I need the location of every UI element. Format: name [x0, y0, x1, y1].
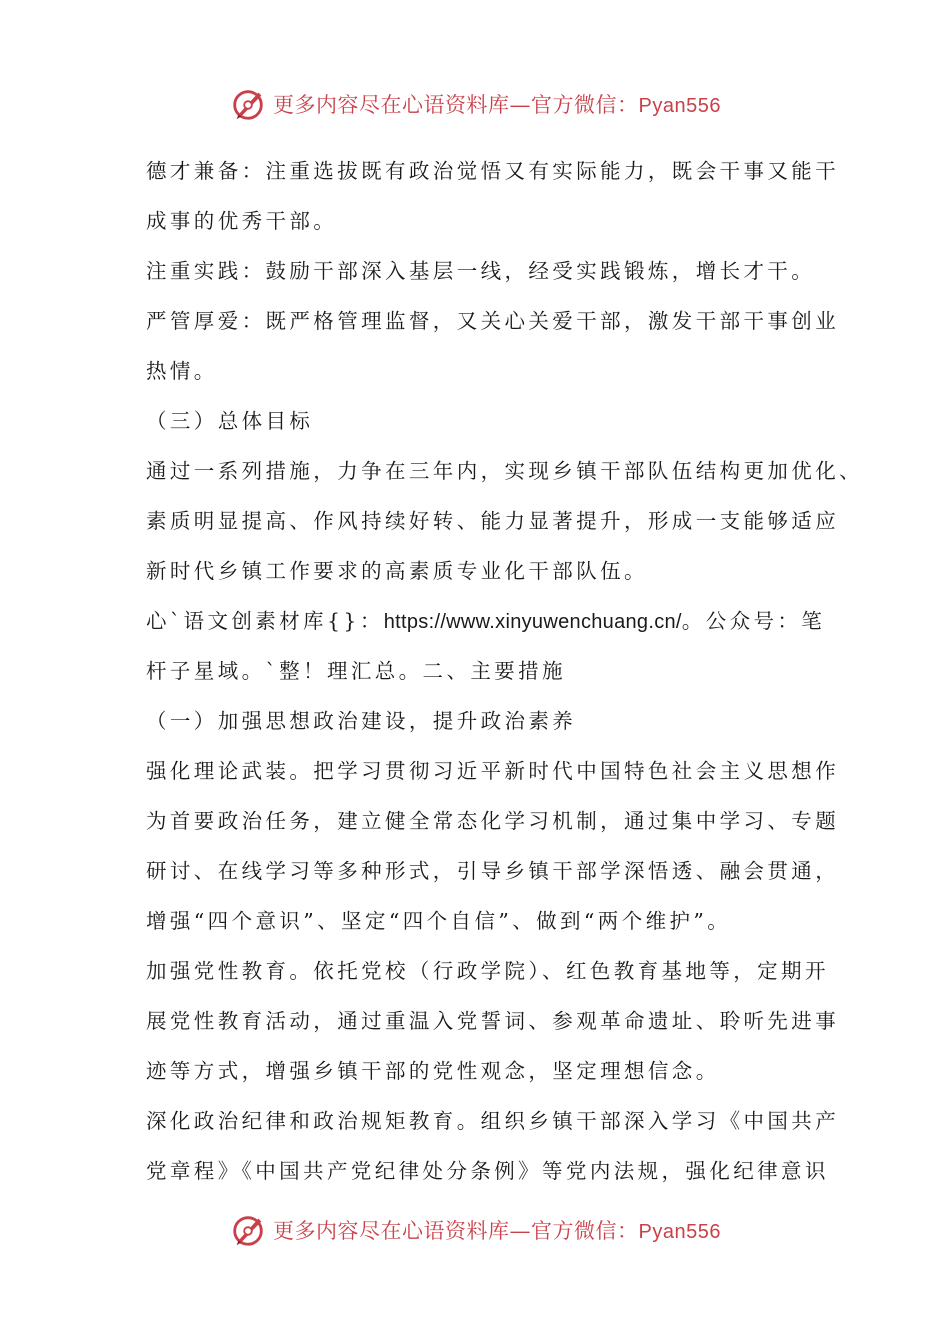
footer-banner-text	[273, 1215, 721, 1245]
footer-banner-label: 更多内容尽在心语资料库—官方微信：	[273, 1219, 639, 1243]
paragraph-line: 强化理论武装。把学习贯彻习近平新时代中国特色社会主义思想作	[146, 759, 840, 783]
paragraph-line: 杆子星域。`整！理汇总。二、主要措施	[146, 659, 566, 683]
paragraph-line: 注重实践：鼓励干部深入基层一线，经受实践锻炼，增长才干。	[146, 259, 816, 283]
paragraph-line: 为首要政治任务，建立健全常态化学习机制，通过集中学习、专题	[146, 809, 840, 833]
header-banner-text	[273, 89, 721, 119]
paragraph-line: 研讨、在线学习等多种形式，引导乡镇干部学深悟透、融会贯通，	[146, 859, 840, 883]
paragraph-line: 深化政治纪律和政治规矩教育。组织乡镇干部深入学习《中国共产	[146, 1109, 840, 1133]
website-url: https://www.xinyuwenchuang.cn/	[383, 611, 682, 633]
pen-logo-icon	[229, 1211, 267, 1249]
header-watermark-banner	[0, 82, 950, 126]
section-heading: （一）加强思想政治建设，提升政治素养	[146, 709, 577, 733]
url-line-prefix: 心`语文创素材库{}：	[146, 609, 384, 633]
header-banner-label: 更多内容尽在心语资料库—官方微信：	[273, 93, 639, 117]
paragraph-line: 增强“四个意识”、坚定“四个自信”、做到“两个维护”。	[146, 909, 732, 933]
footer-wechat-id: Pyan556	[638, 1221, 721, 1243]
paragraph-line: 新时代乡镇工作要求的高素质专业化干部队伍。	[146, 559, 648, 583]
pen-logo-icon	[229, 85, 267, 123]
section-heading: （三）总体目标	[146, 409, 314, 433]
header-wechat-id: Pyan556	[638, 95, 721, 117]
paragraph-line: 展党性教育活动，通过重温入党誓词、参观革命遗址、聆听先进事	[146, 1009, 840, 1033]
paragraph-line: 热情。	[146, 359, 218, 383]
paragraph-line: 党章程》《中国共产党纪律处分条例》等党内法规，强化纪律意识	[146, 1159, 829, 1183]
paragraph-line: 素质明显提高、作风持续好转、能力显著提升，形成一支能够适应	[146, 509, 840, 533]
footer-watermark-banner	[0, 1208, 950, 1252]
paragraph-line: 通过一系列措施，力争在三年内，实现乡镇干部队伍结构更加优化、	[146, 459, 863, 483]
paragraph-line: 迹等方式，增强乡镇干部的党性观念，坚定理想信念。	[146, 1059, 720, 1083]
paragraph-line: 成事的优秀干部。	[146, 209, 338, 233]
paragraph-line: 严管厚爱：既严格管理监督，又关心关爱干部，激发干部干事创业	[146, 309, 840, 333]
paragraph-line-with-url	[146, 596, 826, 646]
document-body	[146, 146, 863, 1196]
paragraph-line: 德才兼备：注重选拔既有政治觉悟又有实际能力，既会干事又能干	[146, 159, 840, 183]
url-line-suffix: 。公众号：笔	[681, 609, 826, 633]
paragraph-line: 加强党性教育。依托党校（行政学院）、红色教育基地等，定期开	[146, 959, 829, 983]
